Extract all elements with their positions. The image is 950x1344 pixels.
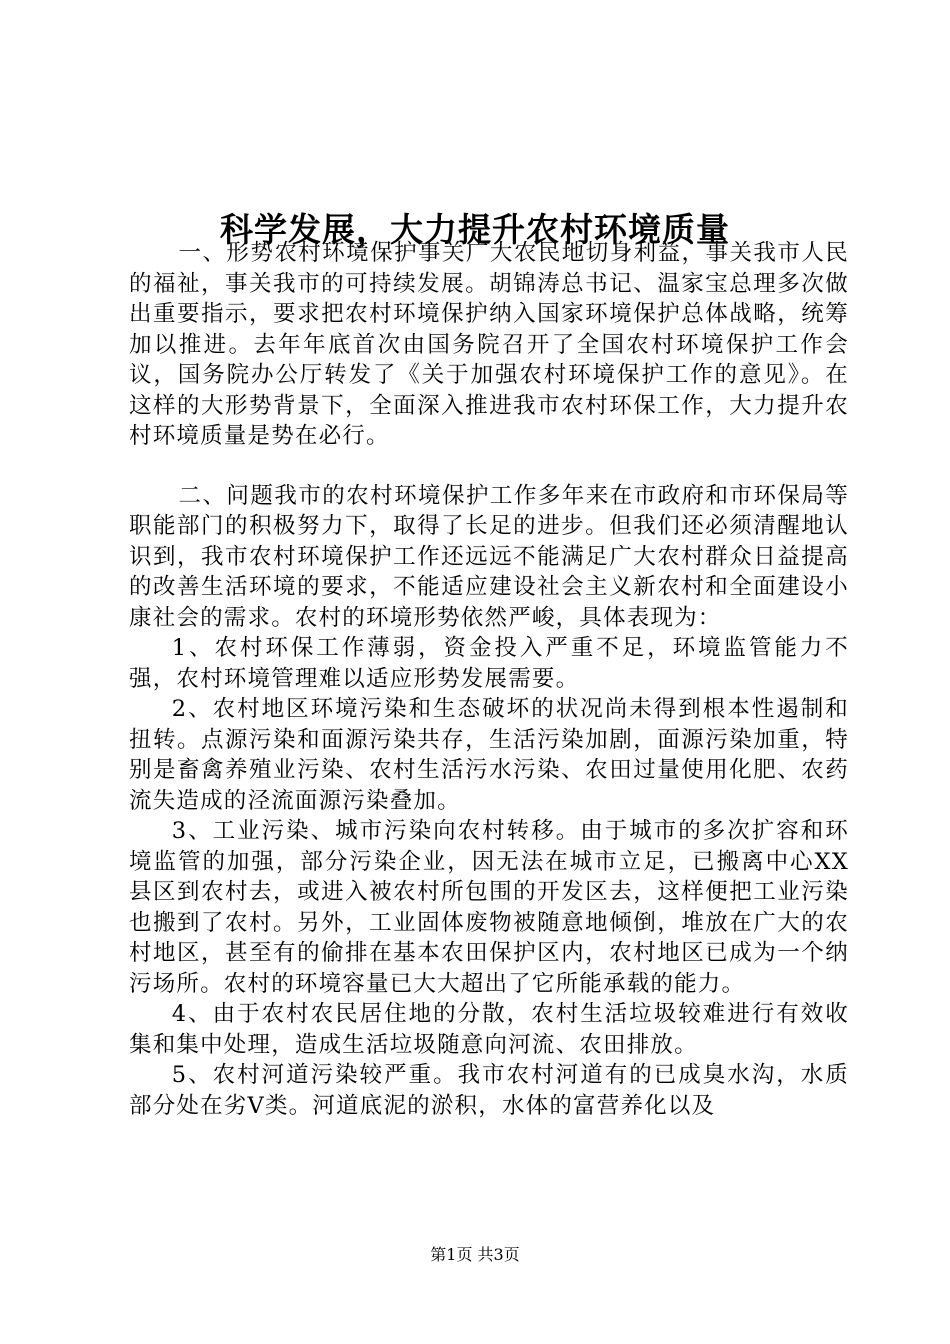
page-number-footer: 第1页 共3页 <box>430 1245 520 1264</box>
paragraph-situation: 一、形势农村环境保护事关广大农民地切身利益，事关我市人民的福祉，事关我市的可持续发展。胡锦涛总书记、温家宝总理多次做出重要指示，要求把农村环境保护纳入国家环境保护总体战略，统筹加以推进。去年年底首次由国务院召开了全国农村环境保护工作会议，国务院办公厅转发了《关于加强农村环境保护工作的意见》。在这样的大形势背景下，全面深入推进我市农村环保工作，大力提升农村环境质量是势在必行。 <box>129 240 849 449</box>
document-body <box>129 238 849 1121</box>
paragraph-item-5: 5、农村河道污染较严重。我市农村河道有的已成臭水沟，水质部分处在劣Ⅴ类。河道底泥的淤积，水体的富营养化以及 <box>129 1062 849 1119</box>
paragraph-item-3: 3、工业污染、城市污染向农村转移。由于城市的多次扩容和环境监管的加强，部分污染企业，因无法在城市立足，已搬离中心XX县区到农村去，或进入被农村所包围的开发区去，这样便把工业污染也搬到了农村。另外，工业固体废物被随意地倾倒，堆放在广大的农村地区，甚至有的偷排在基本农田保护区内，农村地区已成为一个纳污场所。农村的环境容量已大大超出了它所能承载的能力。 <box>129 818 849 997</box>
paragraph-item-2: 2、农村地区环境污染和生态破坏的状况尚未得到根本性遏制和扭转。点源污染和面源污染共存，生活污染加剧，面源污染加重，特别是畜禽养殖业污染、农村生活污水污染、农田过量使用化肥、农药流失造成的泾流面源污染叠加。 <box>129 696 849 814</box>
paragraph-item-4: 4、由于农村农民居住地的分散，农村生活垃圾较难进行有效收集和集中处理，造成生活垃圾随意向河流、农田排放。 <box>129 1001 849 1058</box>
paragraph-item-1: 1、农村环保工作薄弱，资金投入严重不足，环境监管能力不强，农村环境管理难以适应形势发展需要。 <box>129 635 849 692</box>
paragraph-problems: 二、问题我市的农村环境保护工作多年来在市政府和市环保局等职能部门的积极努力下，取得了长足的进步。但我们还必须清醒地认识到，我市农村环境保护工作还远远不能满足广大农村群众日益提高的改善生活环境的要求，不能适应建设社会主义新农村和全面建设小康社会的需求。农村的环境形势依然严峻，具体表现为： <box>129 482 849 631</box>
document-title: 科学发展，大力提升农村环境质量 <box>220 210 730 250</box>
